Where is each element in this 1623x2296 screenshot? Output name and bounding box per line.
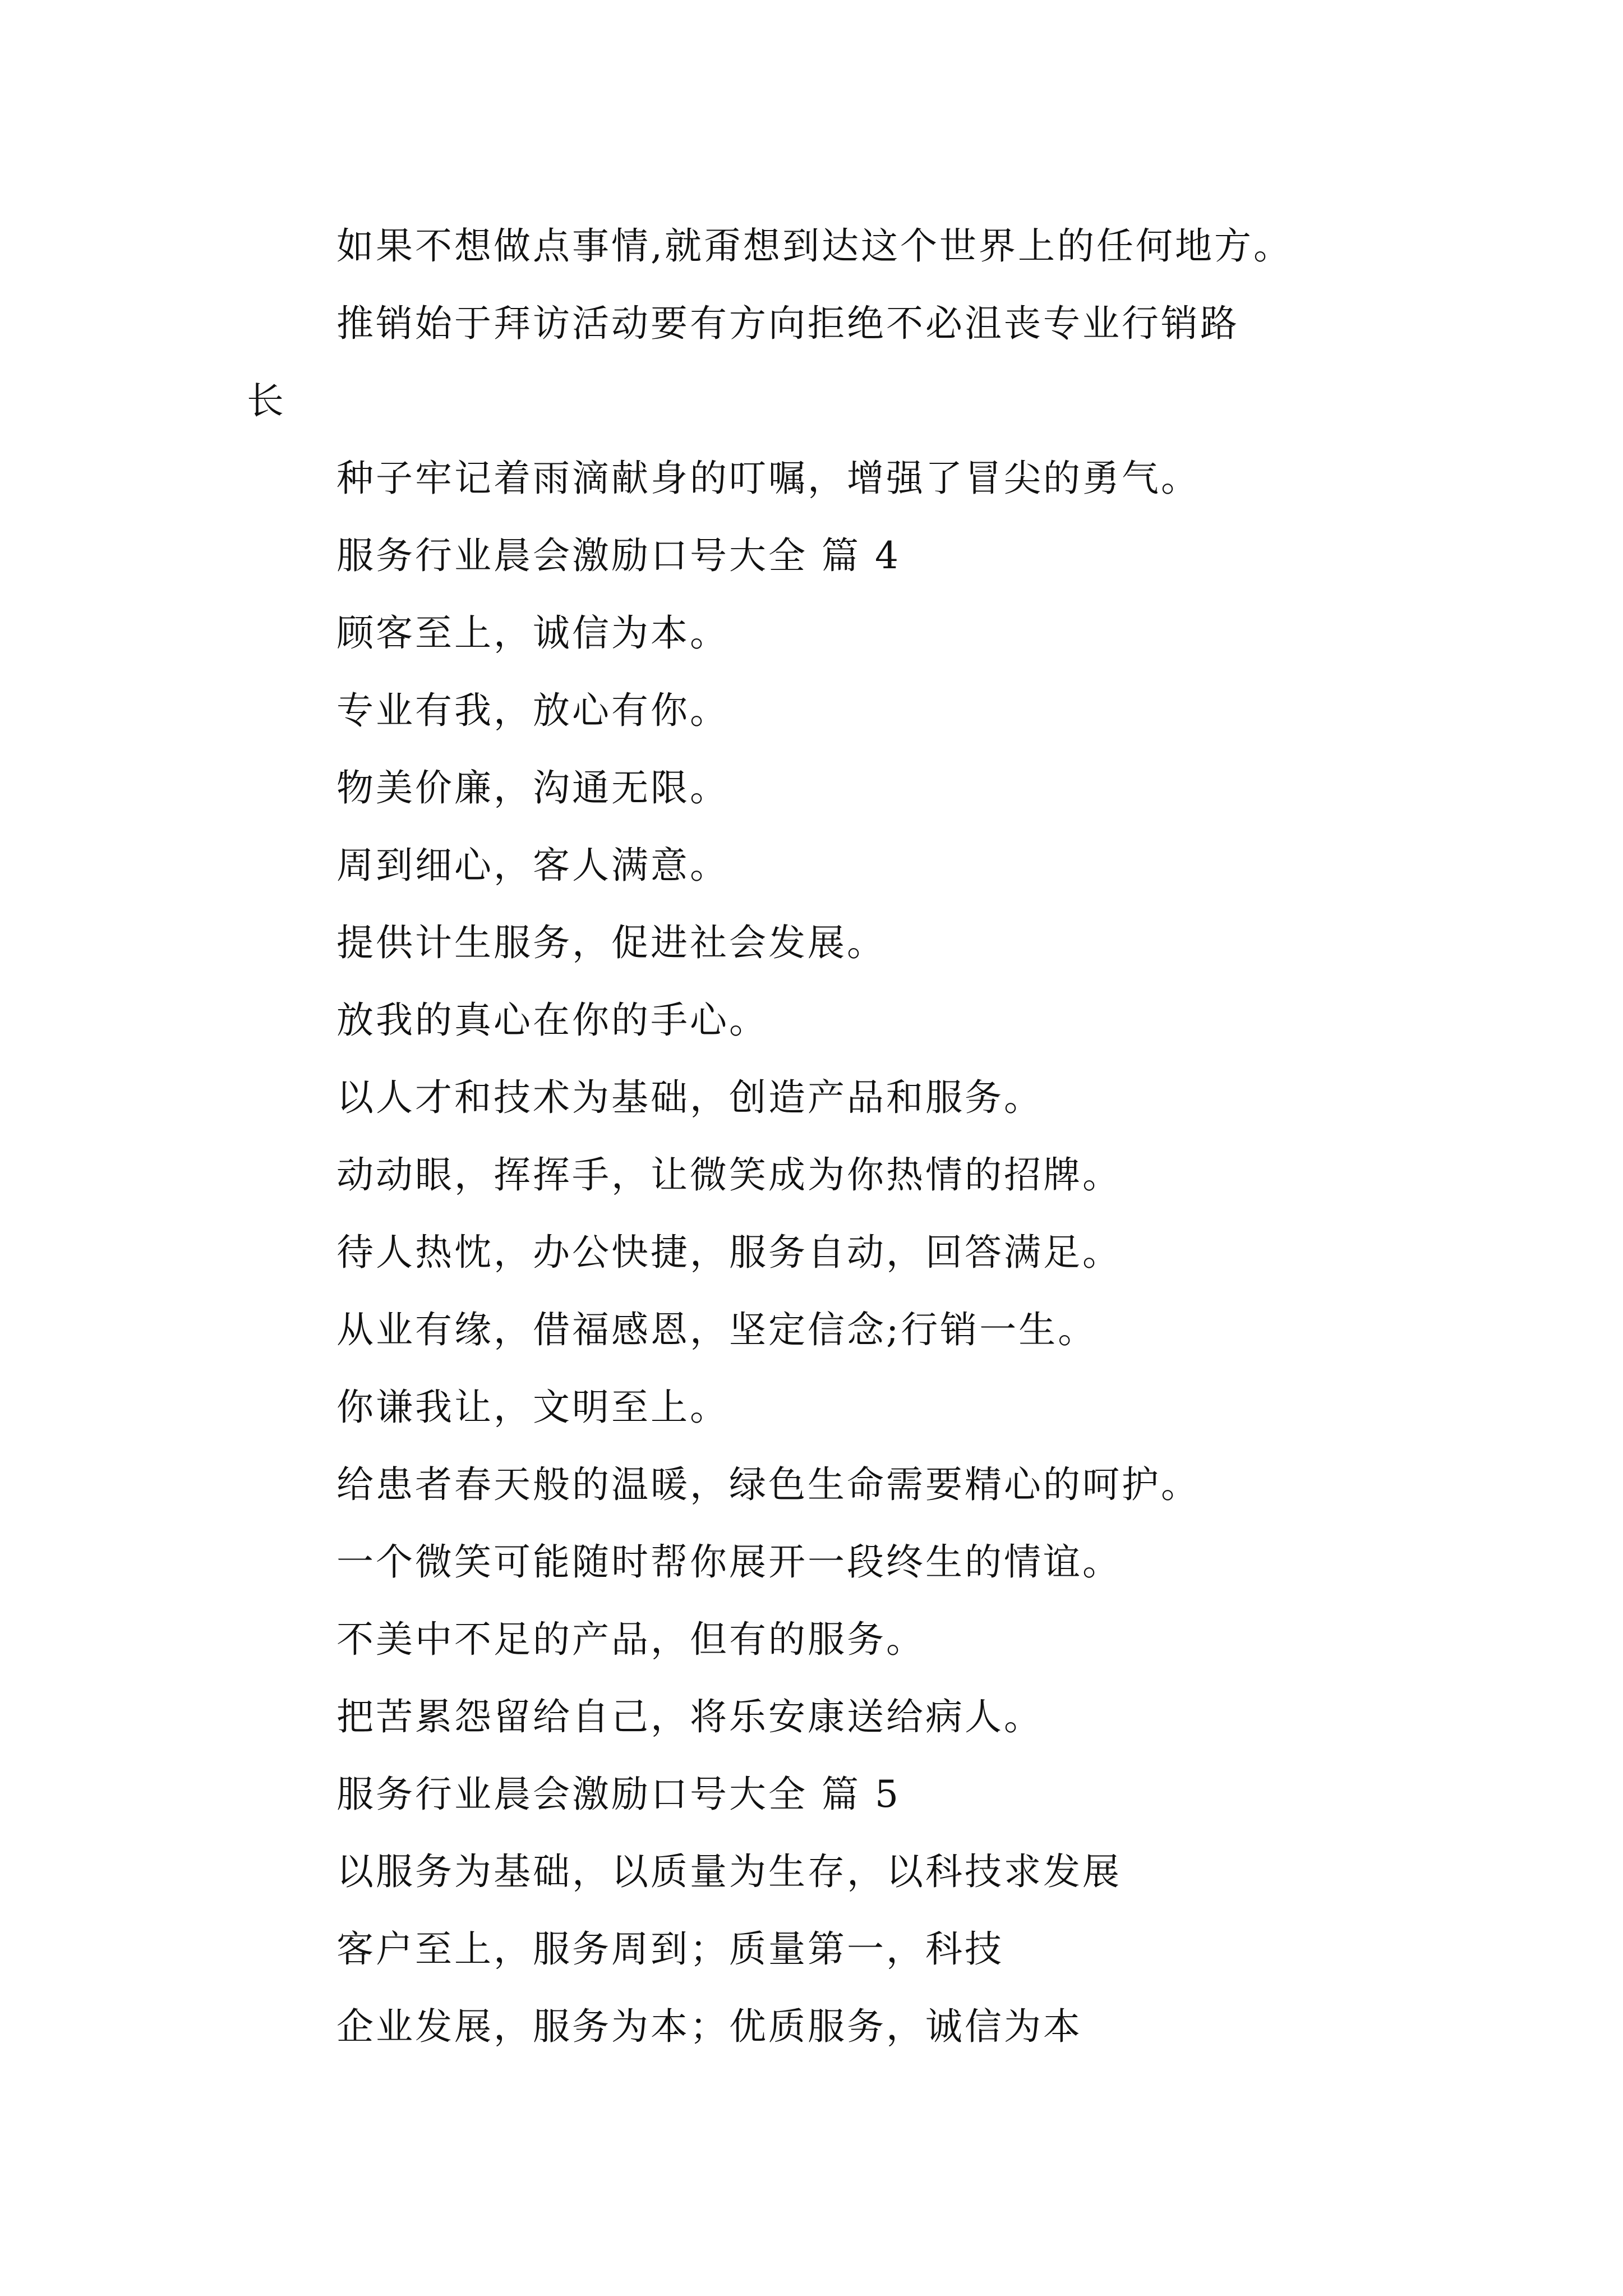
text-line: 专业有我，放心有你。 — [336, 689, 729, 732]
text-line: 种子牢记着雨滴献身的叮嘱，增强了冒尖的勇气。 — [336, 457, 1200, 500]
text-line: 周到细心，客人满意。 — [336, 844, 729, 887]
text-line: 把苦累怨留给自己，将乐安康送给病人。 — [336, 1695, 1043, 1738]
section-heading: 服务行业晨会激励口号大全 篇 4 — [336, 534, 901, 577]
text-line: 不美中不足的产品，但有的服务。 — [336, 1618, 925, 1661]
text-line: 一个微笑可能随时帮你展开一段终生的情谊。 — [336, 1540, 1122, 1584]
text-line: 顾客至上，诚信为本。 — [336, 611, 729, 655]
text-line-continuation: 长 — [247, 379, 286, 422]
text-line: 待人热忱，办公快捷，服务自动，回答满足。 — [336, 1231, 1122, 1274]
text-line: 以服务为基础，以质量为生存，以科技求发展 — [336, 1850, 1122, 1893]
text-line: 以人才和技术为基础，创造产品和服务。 — [336, 1076, 1043, 1119]
section-heading: 服务行业晨会激励口号大全 篇 5 — [336, 1773, 901, 1816]
text-line: 物美价廉，沟通无限。 — [336, 766, 729, 809]
text-line: 从业有缘，借福感恩，坚定信念;行销一生。 — [336, 1308, 1098, 1351]
text-line: 放我的真心在你的手心。 — [336, 999, 768, 1042]
text-line: 给患者春天般的温暖，绿色生命需要精心的呵护。 — [336, 1463, 1200, 1506]
text-line: 你谦我让，文明至上。 — [336, 1386, 729, 1429]
text-line: 企业发展，服务为本；优质服务，诚信为本 — [336, 2005, 1082, 2048]
text-line: 提供计生服务，促进社会发展。 — [336, 921, 886, 964]
text-line: 客户至上，服务周到；质量第一，科技 — [336, 1927, 1004, 1971]
text-line: 动动眼，挥挥手，让微笑成为你热情的招牌。 — [336, 1153, 1122, 1197]
text-line: 如果不想做点事情,就甭想到达这个世界上的任何地方。 — [336, 224, 1293, 268]
text-line: 推销始于拜访活动要有方向拒绝不必沮丧专业行销路 — [336, 302, 1239, 345]
document-body — [247, 208, 1481, 2065]
